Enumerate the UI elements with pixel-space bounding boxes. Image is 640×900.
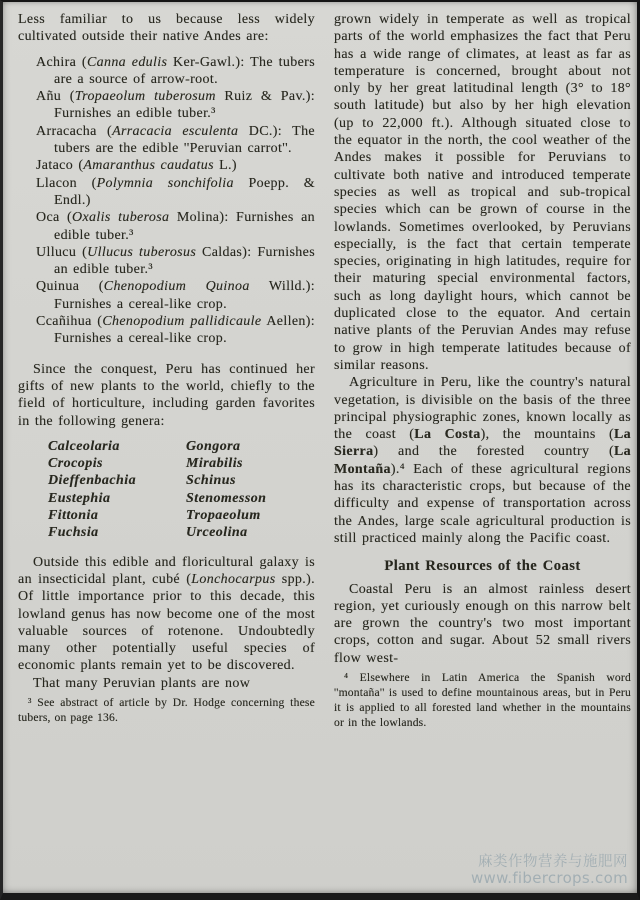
genus-name: Schinus	[186, 473, 236, 489]
cube-paragraph: Outside this edible and floricultural galaxy is an insecticidal plant, cubé (Lonchocarpus spp.). Of little importance prior to this decade, this lowland genus has now become one of the most valuable sources of rotenone. Undoubtedly many other potentially useful species of economic plants remain yet to be discovered.	[18, 554, 315, 674]
climate-paragraph: grown widely in temperate as well as tropical parts of the world emphasizes the fact that Peru has a wide range of climates, at least as far as temperature is concerned, brought about not only by her great latitudinal length (3° to 18° south latitude) but also by her high elevation (up to 22,000 ft.). Although situated close to the equator in the north, the cool weather of the Andes makes it possible for Peruvians to cultivate both native and introduced temperate species as well as tropical and sub-tropical species which can be grown of course in the lowlands. Sometimes overlooked, by Peruvians especially, is the fact that certain temperate species, originating in high latitudes, require for their maturing special environmental factors, such as long daylight hours, which cannot be duplicated close to the equator. And certain native plants of the Peruvian Andes may refuse to grow in high temperate latitudes because of similar reasons.	[334, 12, 631, 373]
watermark-url: www.fibercrops.com	[470, 869, 628, 888]
plant-list-item-jataco: Jataco (Amaranthus caudatus L.)	[36, 158, 237, 174]
plant-list-item-ullucu: Ullucu (Ullucus tuberosus Caldas): Furnishes an edible tuber.³	[36, 244, 315, 278]
plant-list-item-anu: Añu (Tropaeolum tuberosum Ruiz & Pav.): Furnishes an edible tuber.³	[36, 89, 315, 122]
section-heading: Plant Resources of the Coast	[384, 558, 581, 575]
genus-name: Calceolaria	[48, 438, 120, 454]
genus-name: Eustephia	[48, 490, 111, 506]
genus-name: Fittonia	[48, 508, 99, 524]
genus-name: Fuchsia	[48, 525, 99, 541]
plant-list-item-arracacha: Arracacha (Arracacia esculenta DC.): The tubers are the edible ''Peruvian carrot''.	[36, 123, 315, 157]
plant-list	[18, 54, 315, 348]
continuation-paragraph: That many Peruvian plants are now	[33, 675, 251, 691]
plant-list-item-achira: Achira (Canna edulis Ker-Gawl.): The tubers are a source of arrow-root.	[36, 54, 315, 87]
plant-list-item-quinua: Quinua (Chenopodium Quinoa Willd.): Furnishes a cereal-like crop.	[36, 279, 316, 312]
plant-list-item-oca: Oca (Oxalis tuberosa Molina): Furnishes an edible tuber.³	[36, 210, 315, 243]
watermark	[471, 854, 628, 887]
right-column	[334, 11, 631, 730]
plant-list-item-llacon: Llacon (Polymnia sonchifolia Poepp. & Endl.)	[36, 175, 316, 208]
genera-table	[18, 438, 315, 542]
genus-name: Tropaeolum	[186, 508, 261, 524]
conquest-paragraph: Since the conquest, Peru has continued her gifts of new plants to the world, chiefly to the field of horticulture, including garden favorites in the following genera:	[18, 361, 315, 429]
genus-name: Crocopis	[48, 456, 103, 472]
left-column	[18, 11, 315, 730]
watermark-chinese-text: 麻类作物营养与施肥网	[478, 853, 628, 870]
footnote-3: ³ See abstract of article by Dr. Hodge concerning these tubers, on page 136.	[18, 695, 315, 724]
genus-name: Dieffenbachia	[48, 473, 137, 489]
plant-list-item-ccanihua: Ccañihua (Chenopodium pallidicaule Aellen): Furnishes a cereal-like crop.	[36, 314, 315, 347]
genus-name: Urceolina	[186, 525, 248, 541]
genera-column-left	[48, 438, 186, 542]
genus-name: Stenomesson	[186, 490, 267, 506]
two-column-layout	[18, 11, 632, 730]
intro-paragraph: Less familiar to us because less widely cultivated outside their native Andes are:	[18, 12, 315, 45]
genera-column-right	[186, 438, 315, 542]
footnote-4: ⁴ Elsewhere in Latin America the Spanish word ''montaña'' is used to define mountainous areas, but in Peru it is applied to all forested land whether in the mountains or in the lowlands.	[334, 670, 631, 729]
genus-name: Gongora	[186, 438, 241, 454]
genus-name: Mirabilis	[186, 456, 243, 472]
agriculture-paragraph: Agriculture in Peru, like the country's natural vegetation, is divisible on the basis of the three principal physiographic zones, known locally as the coast (La Costa), the mountains (La Sierra) and the forested country (La Montaña).⁴ Each of these agricultural regions has its characteristic crops, but because of the difficulty and expense of transportation across the Andes, large scale agricultural production is still practiced mainly along the Pacific coast.	[334, 375, 632, 546]
coastal-paragraph: Coastal Peru is an almost rainless desert region, yet curiously enough on this narrow belt are grown the country's two most important crops, cotton and sugar. About 52 small rivers flow west-	[334, 581, 631, 666]
